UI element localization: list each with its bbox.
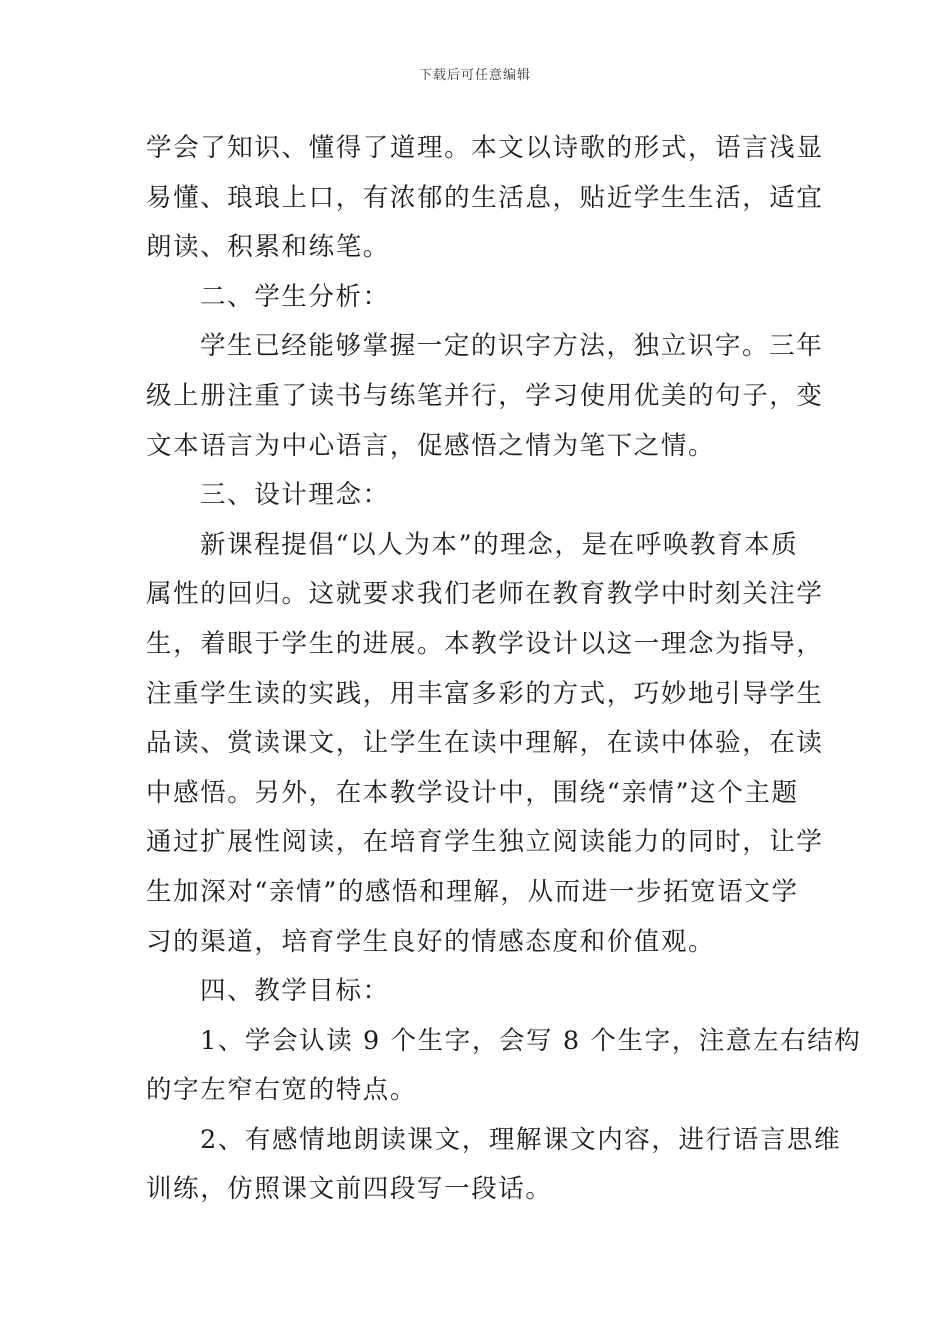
text-line: 生加深对“亲情”的感悟和理解，从而进一步拓宽语文学 — [146, 876, 799, 907]
section-heading: 三、设计理念： — [200, 480, 390, 511]
text-line: 品读、赏读课文，让学生在读中理解，在读中体验，在读 — [146, 728, 824, 759]
section-heading: 二、学生分析： — [200, 281, 390, 312]
text-line: 文本语言为中心语言，促感悟之情为笔下之情。 — [146, 430, 716, 461]
section-heading: 四、教学目标： — [200, 976, 390, 1007]
text-line: 易懂、琅琅上口，有浓郁的生活息，贴近学生生活，适宜 — [146, 182, 824, 213]
text-line: 级上册注重了读书与练笔并行，学习使用优美的句子，变 — [146, 380, 824, 411]
text-line: 学生已经能够掌握一定的识字方法，独立识字。三年 — [200, 331, 824, 362]
text-line: 朗读、积累和练笔。 — [146, 232, 390, 263]
text-line: 的字左窄右宽的特点。 — [146, 1075, 418, 1106]
text-line: 生，着眼于学生的进展。本教学设计以这一理念为指导， — [146, 628, 824, 659]
text-line: 属性的回归。这就要求我们老师在教育教学中时刻关注学 — [146, 579, 824, 610]
text-line: 中感悟。另外，在本教学设计中，围绕“亲情”这个主题 — [146, 777, 799, 808]
text-line: 2、有感情地朗读课文，理解课文内容，进行语言思维 — [200, 1124, 842, 1155]
text-line: 学会了知识、懂得了道理。本文以诗歌的形式，语言浅显 — [146, 133, 824, 163]
text-line: 1、学会认读 9 个生字，会写 8 个生字，注意左右结构 — [200, 1025, 862, 1056]
text-line: 新课程提倡“以人为本”的理念，是在呼唤教育本质 — [200, 529, 799, 560]
page-header: 下载后可任意编辑 — [418, 68, 531, 83]
document-body — [146, 124, 862, 1215]
text-line: 习的渠道，培育学生良好的情感态度和价值观。 — [146, 926, 716, 957]
text-line: 通过扩展性阅读，在培育学生独立阅读能力的同时，让学 — [146, 827, 824, 858]
text-line: 注重学生读的实践，用丰富多彩的方式，巧妙地引导学生 — [146, 678, 824, 709]
text-line: 训练，仿照课文前四段写一段话。 — [146, 1174, 553, 1205]
